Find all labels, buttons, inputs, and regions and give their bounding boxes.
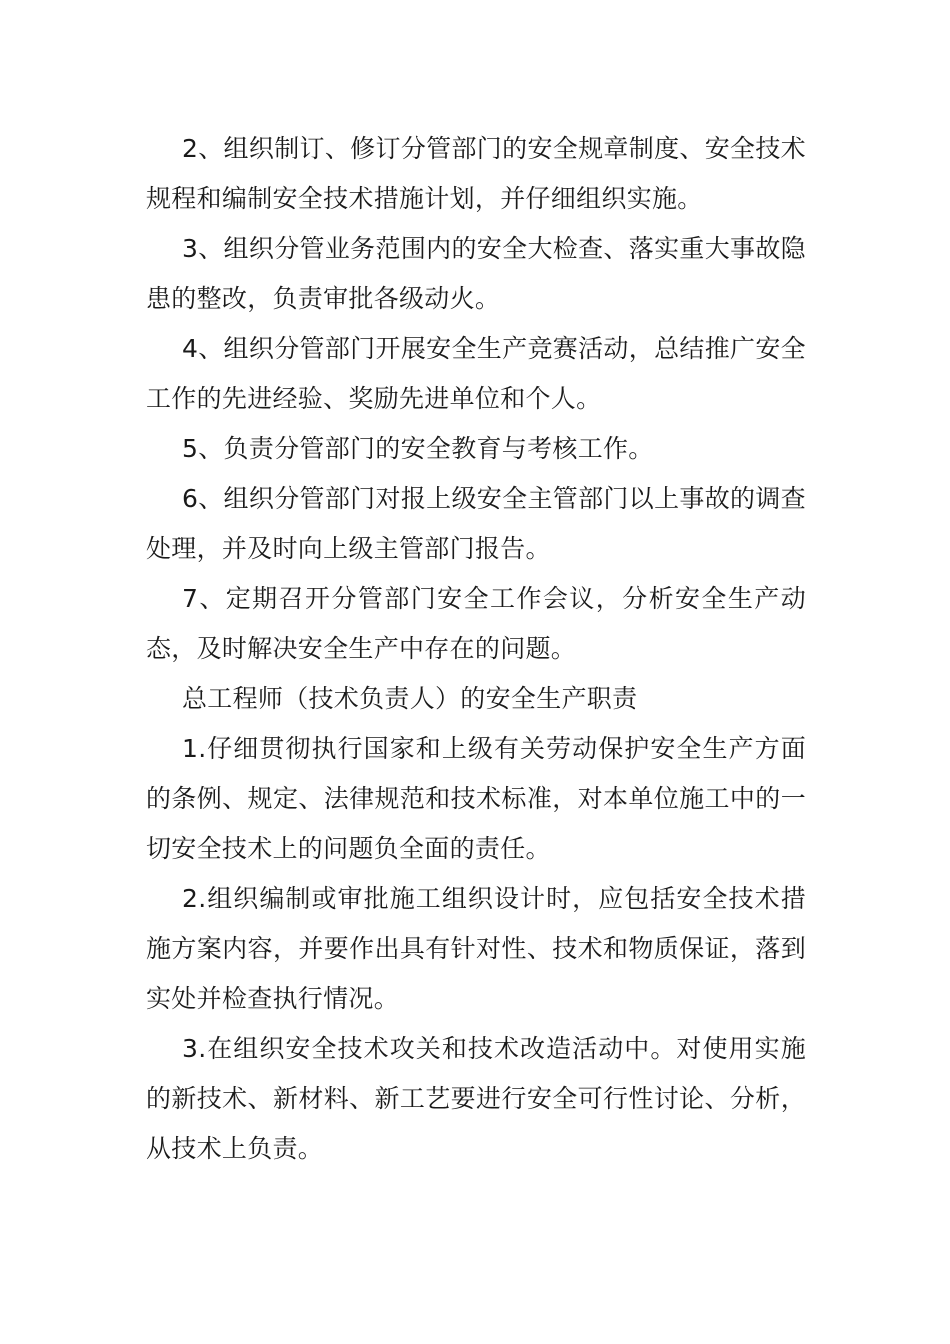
paragraph-item-6: 6、组织分管部门对报上级安全主管部门以上事故的调查处理，并及时向上级主管部门报告。: [146, 484, 806, 563]
duty-item-3: 3.在组织安全技术攻关和技术改造活动中。对使用实施的新技术、新材料、新工艺要进行安全可行性讨论、分析，从技术上负责。: [146, 1034, 806, 1163]
paragraph-item-2: 2、组织制订、修订分管部门的安全规章制度、安全技术规程和编制安全技术措施计划，并仔细组织实施。: [146, 134, 806, 213]
paragraph-item-4: 4、组织分管部门开展安全生产竞赛活动，总结推广安全工作的先进经验、奖励先进单位和个人。: [146, 334, 806, 413]
paragraph-item-7: 7、定期召开分管部门安全工作会议，分析安全生产动态，及时解决安全生产中存在的问题。: [146, 584, 806, 663]
paragraph-item-5: 5、负责分管部门的安全教育与考核工作。: [182, 434, 654, 463]
document-body: [146, 124, 806, 1174]
duty-item-1: 1.仔细贯彻执行国家和上级有关劳动保护安全生产方面的条例、规定、法律规范和技术标准，对本单位施工中的一切安全技术上的问题负全面的责任。: [146, 734, 806, 863]
paragraph-item-3: 3、组织分管业务范围内的安全大检查、落实重大事故隐患的整改，负责审批各级动火。: [146, 234, 806, 313]
duty-item-2: 2.组织编制或审批施工组织设计时，应包括安全技术措施方案内容，并要作出具有针对性、技术和物质保证，落到实处并检查执行情况。: [146, 884, 806, 1013]
section-heading: 总工程师（技术负责人）的安全生产职责: [182, 684, 638, 713]
